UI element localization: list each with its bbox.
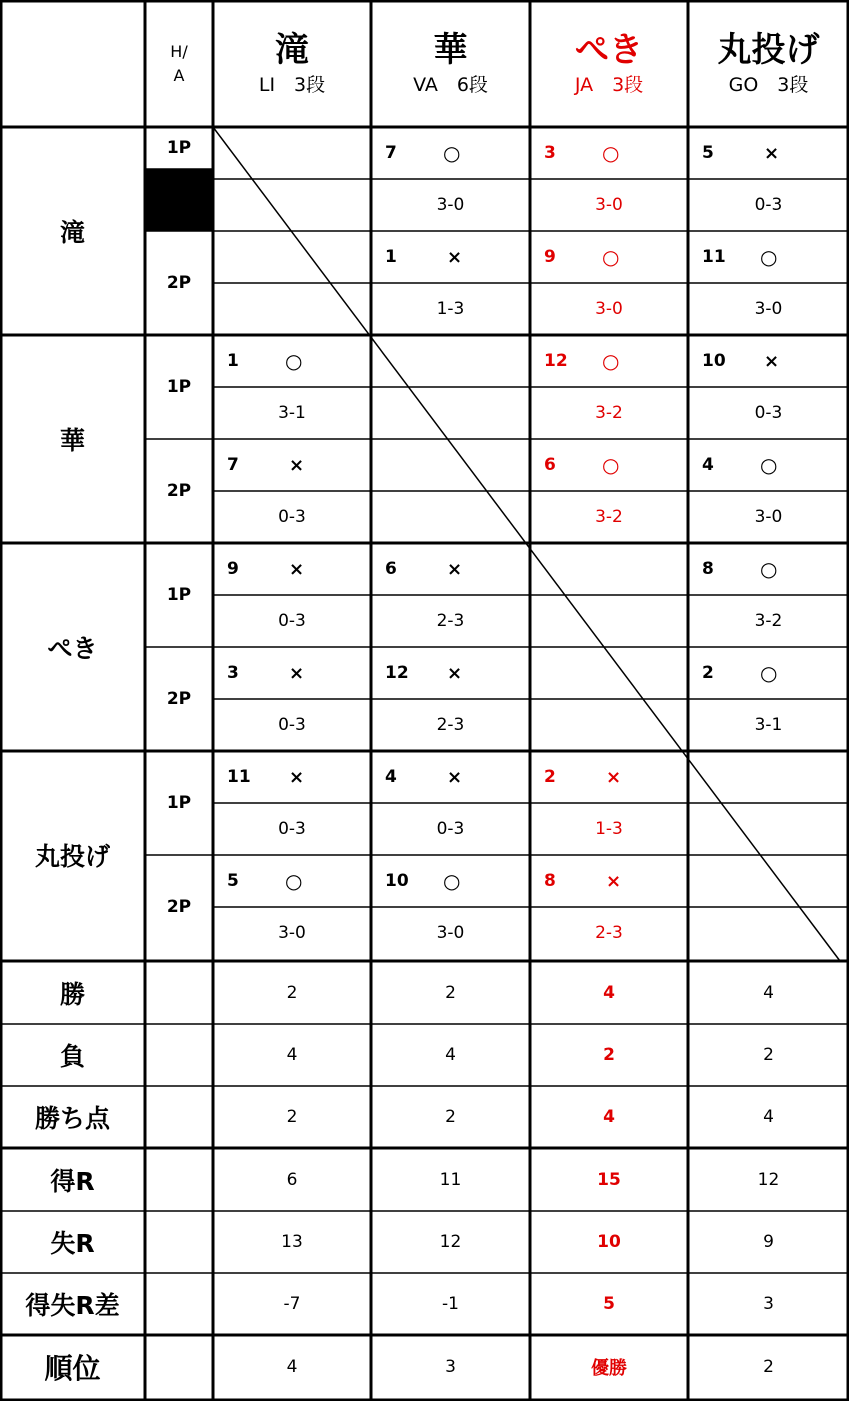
match-number: 10 [385,871,409,891]
win-circle-icon: ○ [602,141,620,165]
summary-value: 4 [286,1356,298,1377]
summary-value: 3 [763,1294,774,1314]
match-result [530,439,688,491]
loss-cross-icon: × [764,142,780,164]
win-circle-icon: ○ [602,349,620,373]
match-number: 9 [544,247,556,267]
win-circle-icon: ○ [443,869,461,893]
summary-value: 15 [597,1169,621,1190]
match-score: 3-1 [754,715,783,735]
first-player-label: 1P [166,377,192,397]
summary-label: 負 [59,1042,85,1071]
match-score: 2-3 [595,923,623,943]
summary-value: 2 [603,1045,615,1065]
match-result [530,751,688,803]
summary-value: 4 [603,982,615,1003]
summary-value: -7 [283,1294,301,1314]
match-score: 0-3 [278,507,306,527]
summary-value: 4 [763,982,774,1003]
loss-cross-icon: × [289,454,305,476]
win-circle-icon: ○ [285,869,303,893]
summary-value: 4 [763,1107,774,1127]
loss-cross-icon: × [447,246,463,268]
summary-label: 勝 [59,979,85,1009]
player-header-1 [213,0,371,127]
match-result [688,335,849,387]
summary-value: 2 [763,1356,774,1377]
summary-label: 得失R差 [25,1291,120,1320]
loss-cross-icon: × [289,766,305,788]
match-score: 3-0 [595,299,623,319]
match-number: 2 [544,767,556,787]
first-player-label: 1P [166,585,192,605]
summary-value: 優勝 [591,1357,627,1379]
summary-value: 9 [763,1232,774,1252]
match-result [213,439,371,491]
match-number: 1 [227,351,239,371]
row-player-name: 華 [59,426,85,455]
win-circle-icon: ○ [760,661,778,685]
player-name: 丸投げ [717,29,820,70]
match-score: 2-3 [436,715,465,735]
match-number: 2 [702,663,714,683]
summary-label: 勝ち点 [34,1104,110,1133]
player-rank: LI 3段 [258,73,326,96]
match-number: 7 [227,455,239,475]
match-result [530,855,688,907]
match-number: 5 [702,143,714,163]
loss-cross-icon: × [447,558,463,580]
summary-value: 4 [286,1045,298,1065]
player-rank: VA 6段 [413,73,488,96]
match-score: 3-0 [754,507,783,527]
match-score: 3-2 [595,403,623,423]
loss-cross-icon: × [289,662,305,684]
win-circle-icon: ○ [760,453,778,477]
match-number: 11 [227,767,251,787]
ha-label-top: H/ [170,41,188,61]
player-rank: JA 3段 [574,73,644,96]
match-result [213,647,371,699]
summary-value: 4 [603,1107,615,1127]
match-result [213,543,371,595]
ha-label-bottom: A [173,65,185,85]
match-result [688,127,849,179]
match-number: 8 [702,559,714,579]
match-score: 3-0 [436,923,465,943]
match-number: 9 [227,559,239,579]
match-result [371,543,530,595]
match-score: 1-3 [436,299,465,319]
win-circle-icon: ○ [602,453,620,477]
player-name: 華 [433,29,468,70]
match-score: 0-3 [754,195,783,215]
match-number: 11 [702,247,726,267]
match-result [371,855,530,907]
loss-cross-icon: × [289,558,305,580]
match-result [688,439,849,491]
win-circle-icon: ○ [760,557,778,581]
win-circle-icon: ○ [602,245,620,269]
match-result [530,335,688,387]
match-number: 10 [702,351,726,371]
match-score: 3-2 [754,611,783,631]
summary-value: 2 [445,1107,456,1127]
win-circle-icon: ○ [285,349,303,373]
match-score: 1-3 [595,819,623,839]
loss-cross-icon: × [447,766,463,788]
match-number: 4 [385,767,397,787]
match-number: 7 [385,143,397,163]
match-result [371,751,530,803]
summary-value: 13 [281,1232,303,1252]
match-score: 3-0 [436,195,465,215]
player-header-3 [530,0,688,127]
match-number: 3 [227,663,239,683]
player-header-4 [688,0,849,127]
first-player-label: 1P [166,793,192,813]
player-header-2 [371,0,530,127]
summary-value: 10 [597,1232,621,1252]
match-score: 3-0 [754,299,783,319]
summary-value: 6 [286,1169,298,1190]
second-player-label: 2P [166,689,192,709]
match-result [213,335,371,387]
match-number: 12 [385,663,409,683]
match-result [213,751,371,803]
summary-label: 失R [50,1229,95,1258]
match-result [688,647,849,699]
match-result [530,231,688,283]
match-result [530,127,688,179]
match-number: 12 [544,351,568,371]
match-number: 3 [544,143,556,163]
first-player-label: 1P [166,138,192,158]
summary-value: 12 [439,1232,462,1252]
summary-value: 5 [603,1294,615,1314]
match-number: 6 [385,559,397,579]
match-score: 0-3 [278,715,306,735]
win-circle-icon: ○ [443,141,461,165]
summary-value: 11 [439,1169,462,1190]
match-number: 4 [702,455,714,475]
player-rank: GO 3段 [728,73,809,96]
summary-value: 2 [445,982,456,1003]
black-block [145,169,213,231]
match-result [688,231,849,283]
second-player-label: 2P [166,481,192,501]
summary-value: -1 [442,1294,459,1314]
match-result [213,855,371,907]
player-name: 滝 [275,29,309,70]
match-number: 1 [385,247,397,267]
match-number: 8 [544,871,556,891]
match-score: 3-2 [595,507,623,527]
row-player-name: 滝 [59,218,85,247]
match-number: 6 [544,455,556,475]
match-score: 0-3 [278,611,306,631]
match-score: 3-1 [278,403,306,423]
match-score: 0-3 [278,819,306,839]
summary-value: 12 [757,1169,780,1190]
ha-header [145,0,213,127]
match-result [371,231,530,283]
summary-value: 2 [286,982,298,1003]
match-score: 3-0 [278,923,306,943]
match-score: 0-3 [754,403,783,423]
match-score: 3-0 [595,195,623,215]
second-player-label: 2P [166,273,192,293]
match-score: 0-3 [436,819,465,839]
player-name: ぺき [575,29,643,70]
loss-cross-icon: × [606,766,622,788]
summary-value: 4 [445,1045,456,1065]
row-player-name: ぺき [47,634,98,663]
loss-cross-icon: × [764,350,780,372]
summary-label: 順位 [44,1351,101,1385]
summary-value: 3 [445,1356,456,1377]
second-player-label: 2P [166,897,192,917]
match-result [371,127,530,179]
loss-cross-icon: × [447,662,463,684]
summary-value: 2 [286,1107,298,1127]
summary-value: 2 [763,1045,774,1065]
row-player-name: 丸投げ [34,842,110,871]
match-result [371,647,530,699]
win-circle-icon: ○ [760,245,778,269]
match-score: 2-3 [436,611,465,631]
match-result [688,543,849,595]
loss-cross-icon: × [606,870,622,892]
match-number: 5 [227,871,239,891]
summary-label: 得R [50,1166,95,1196]
